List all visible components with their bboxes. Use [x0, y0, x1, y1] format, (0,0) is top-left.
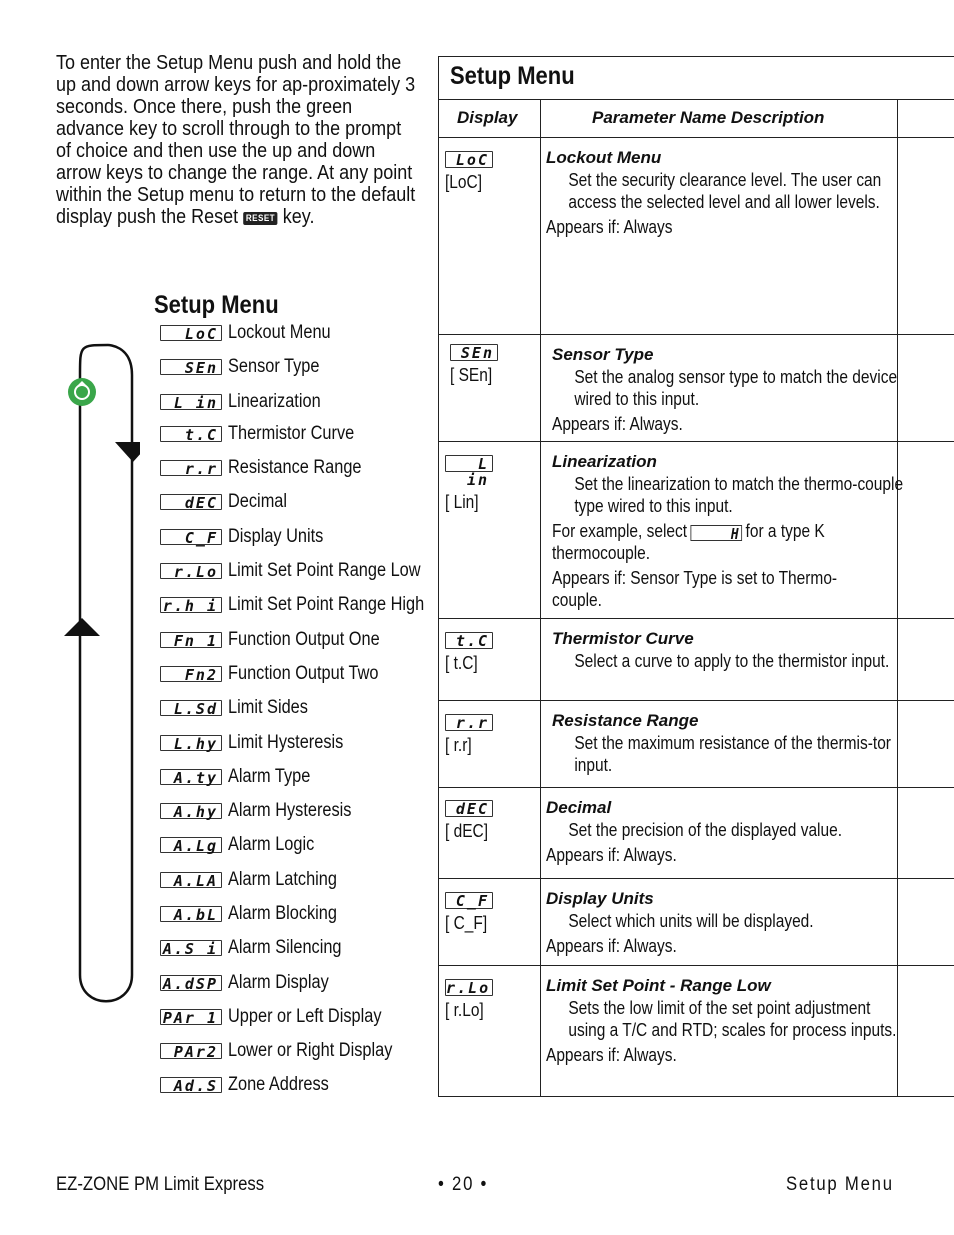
column-header-display: Display — [457, 108, 518, 127]
table-row-divider — [438, 334, 954, 335]
description-cell — [546, 147, 891, 238]
parameter-example — [552, 520, 875, 564]
display-cell — [450, 344, 540, 386]
menu-item-label: Zone Address — [228, 1074, 329, 1095]
menu-item-label: Alarm Silencing — [228, 937, 342, 958]
menu-item-label: Sensor Type — [228, 356, 320, 377]
parameter-description: Set the precision of the displayed value. — [568, 820, 843, 840]
lcd-code: H — [691, 525, 743, 541]
menu-item — [160, 937, 360, 959]
lcd-code: LoC — [160, 325, 222, 341]
lcd-code: dEC — [445, 800, 493, 817]
lcd-code: t.C — [445, 632, 493, 649]
lcd-code: PAr2 — [160, 1043, 222, 1059]
parameter-description: Sets the low limit of the set point adjustment using a T/C and RTD; scales for process inputs. — [568, 998, 897, 1040]
lcd-code: A.S i — [160, 940, 222, 956]
table-row-divider — [438, 878, 954, 879]
parameter-name: Display Units — [546, 889, 654, 908]
menu-item — [160, 1040, 419, 1062]
menu-item-label: Limit Set Point Range Low — [228, 560, 421, 581]
appears-if: Appears if: Sensor Type is set to Thermo-couple. — [552, 568, 838, 610]
parameter-name: Lockout Menu — [546, 148, 662, 167]
menu-item-label: Alarm Logic — [228, 834, 315, 855]
menu-item — [160, 629, 404, 651]
down-arrow-icon — [115, 442, 140, 462]
menu-item — [160, 869, 355, 891]
menu-item-label: Alarm Blocking — [228, 903, 337, 924]
display-code-text: [ r.Lo] — [445, 1000, 484, 1020]
menu-item — [160, 972, 345, 994]
menu-item — [160, 800, 372, 822]
appears-if: Appears if: Always. — [546, 1045, 677, 1065]
menu-item-label: Function Output One — [228, 629, 380, 650]
display-code-text: [ r.r] — [445, 735, 472, 755]
table-row-divider — [438, 965, 954, 966]
lcd-code: A.Lg — [160, 837, 222, 853]
table-row-divider — [438, 700, 954, 701]
table-row-divider — [438, 787, 954, 788]
lcd-code: Fn 1 — [160, 632, 222, 648]
lcd-code: r.r — [160, 460, 222, 476]
menu-item-label: Linearization — [228, 391, 321, 412]
parameter-description: Set the security clearance level. The user can access the selected level and all lower levels. — [568, 170, 882, 212]
lcd-code: A.ty — [160, 769, 222, 785]
lcd-code: L in — [160, 394, 222, 410]
parameter-name: Sensor Type — [552, 345, 654, 364]
menu-item-label: Lockout Menu — [228, 322, 331, 343]
parameter-description: Set the maximum resistance of the thermis-tor input. — [574, 733, 891, 775]
menu-item — [160, 903, 355, 925]
parameter-name: Linearization — [552, 452, 657, 471]
menu-item-label: Alarm Hysteresis — [228, 800, 352, 821]
parameter-name: Resistance Range — [552, 711, 699, 730]
table-divider — [438, 99, 954, 100]
lcd-code: A.hy — [160, 803, 222, 819]
menu-item — [160, 766, 324, 788]
display-cell — [445, 892, 535, 934]
parameter-description: Set the linearization to match the thermo-couple type wired to this input. — [574, 474, 904, 516]
lcd-code: Ad.S — [160, 1077, 222, 1093]
menu-item-label: Alarm Display — [228, 972, 329, 993]
reset-key-icon: RESET — [243, 212, 278, 225]
lcd-code: r.Lo — [445, 979, 493, 996]
navigation-loop-diagram — [60, 335, 140, 1015]
menu-item-label: Alarm Type — [228, 766, 311, 787]
description-cell — [552, 344, 897, 435]
intro-tail: key. — [277, 206, 315, 228]
menu-item-label: Lower or Right Display — [228, 1040, 393, 1061]
footer-product: EZ-ZONE PM Limit Express — [56, 1174, 265, 1195]
parameter-name: Thermistor Curve — [552, 629, 694, 648]
display-code-text: [ SEn] — [450, 365, 493, 385]
description-cell — [546, 888, 891, 957]
menu-item — [160, 1074, 345, 1096]
lcd-code: C_F — [160, 529, 222, 545]
appears-if: Appears if: Always. — [546, 936, 677, 956]
menu-item — [160, 1006, 406, 1028]
menu-item — [160, 322, 347, 344]
menu-item-label: Display Units — [228, 526, 324, 547]
lcd-code: L in — [445, 455, 493, 472]
appears-if: Appears if: Always — [546, 217, 673, 237]
menu-item-label: Decimal — [228, 491, 288, 512]
lcd-code: r.h i — [160, 597, 222, 613]
lcd-code: SEn — [160, 359, 222, 375]
lcd-code: L.Sd — [160, 700, 222, 716]
display-code-text: [ C_F] — [445, 913, 488, 933]
description-cell — [552, 451, 904, 611]
menu-item — [160, 732, 362, 754]
footer-section: Setup Menu — [786, 1174, 894, 1195]
menu-item-label: Limit Sides — [228, 697, 308, 718]
table-column-divider — [897, 99, 898, 1097]
parameter-name: Decimal — [546, 798, 612, 817]
lcd-code: A.dSP — [160, 975, 222, 991]
menu-item — [160, 457, 383, 479]
advance-key-icon — [68, 378, 96, 406]
lcd-code: SEn — [450, 344, 498, 361]
lcd-code: dEC — [160, 494, 222, 510]
display-cell — [445, 979, 535, 1021]
menu-item — [160, 423, 375, 445]
lcd-code: t.C — [160, 426, 222, 442]
example-text: For example, select — [552, 521, 688, 541]
lcd-code: A.bL — [160, 906, 222, 922]
lcd-code: L.hy — [160, 735, 222, 751]
table-title: Setup Menu — [450, 62, 575, 90]
lcd-code: A.LA — [160, 872, 222, 888]
menu-item — [160, 356, 334, 378]
menu-item — [160, 834, 328, 856]
description-cell — [546, 797, 891, 866]
menu-item — [160, 697, 321, 719]
description-cell — [552, 628, 897, 672]
description-cell — [546, 975, 897, 1066]
display-cell — [445, 800, 535, 842]
table-column-divider — [540, 99, 541, 1097]
display-code-text: [ t.C] — [445, 653, 478, 673]
display-cell — [445, 632, 535, 674]
parameter-description: Select which units will be displayed. — [568, 911, 814, 931]
intro-text: To enter the Setup Menu push and hold the up and down arrow keys for ap-proximately 3 seconds. Once there, push the green advance key to scroll through to the prompt of choice and then use the up and down arrow keys to change the range. At any point within the Setup menu to return to the default display push the Reset — [56, 52, 416, 228]
menu-title: Setup Menu — [154, 291, 279, 319]
table-row-divider — [438, 618, 954, 619]
table-divider — [438, 137, 954, 138]
menu-item — [160, 594, 456, 616]
menu-item-label: Function Output Two — [228, 663, 379, 684]
lcd-code: Fn2 — [160, 666, 222, 682]
menu-item — [160, 663, 403, 685]
menu-item-label: Upper or Left Display — [228, 1006, 382, 1027]
table-row-divider — [438, 441, 954, 442]
lcd-code: r.Lo — [160, 563, 222, 579]
menu-item-label: Limit Set Point Range High — [228, 594, 425, 615]
up-arrow-icon — [64, 618, 100, 636]
parameter-description: Set the analog sensor type to match the device wired to this input. — [574, 367, 898, 409]
display-cell — [445, 714, 535, 756]
menu-item-label: Thermistor Curve — [228, 423, 355, 444]
display-cell — [445, 455, 535, 513]
parameter-description: Select a curve to apply to the thermistor input. — [574, 651, 890, 671]
display-code-text: [LoC] — [445, 172, 483, 192]
lcd-code: LoC — [445, 151, 493, 168]
menu-item — [160, 491, 297, 513]
lcd-code: r.r — [445, 714, 493, 731]
footer-page-number: • 20 • — [438, 1174, 489, 1195]
menu-item-label: Limit Hysteresis — [228, 732, 344, 753]
appears-if: Appears if: Always. — [546, 845, 677, 865]
column-header-parameter: Parameter Name Description — [592, 108, 825, 127]
menu-item — [160, 526, 339, 548]
display-cell — [445, 151, 535, 193]
appears-if: Appears if: Always. — [552, 414, 683, 434]
description-cell — [552, 710, 897, 776]
parameter-name: Limit Set Point - Range Low — [546, 976, 771, 995]
example-text: for a type K thermocouple. — [552, 521, 825, 563]
display-code-text: [ dEC] — [445, 821, 489, 841]
menu-item-label: Alarm Latching — [228, 869, 337, 890]
menu-item — [160, 391, 336, 413]
display-code-text: [ Lin] — [445, 492, 479, 512]
intro-paragraph — [56, 52, 421, 228]
lcd-code: PAr 1 — [160, 1009, 222, 1025]
menu-item — [160, 560, 452, 582]
menu-item-label: Resistance Range — [228, 457, 362, 478]
lcd-code: C_F — [445, 892, 493, 909]
